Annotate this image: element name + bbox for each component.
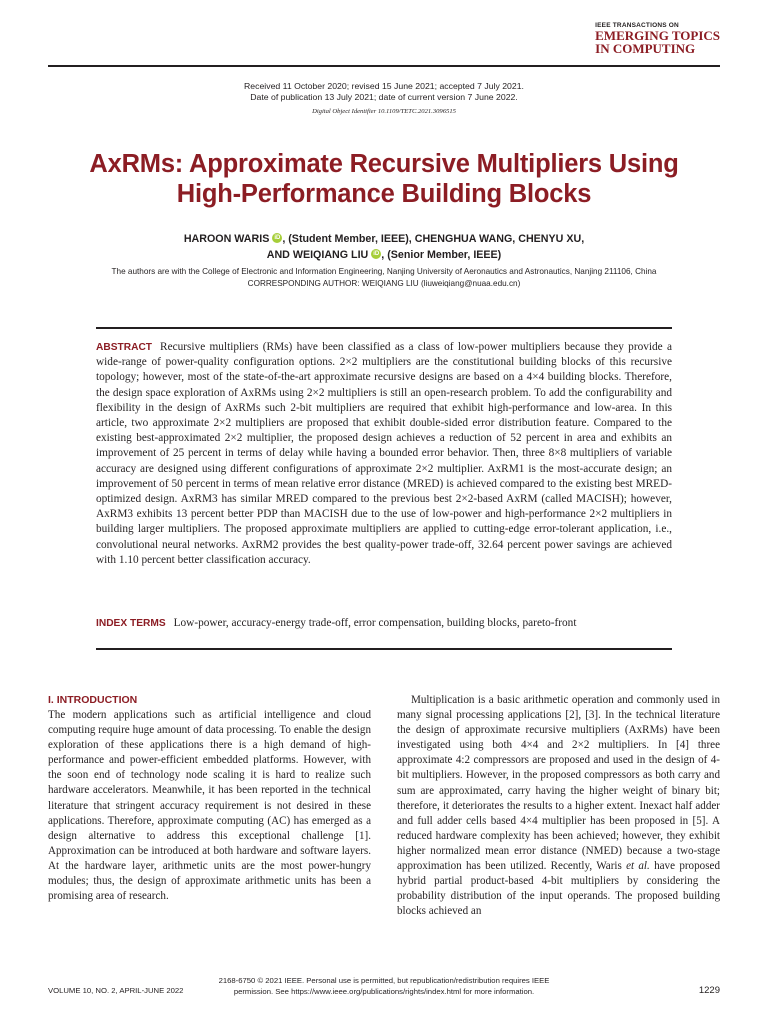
affiliation (40, 266, 728, 289)
title-line-2: High-Performance Building Blocks (176, 179, 592, 208)
author-name: HAROON WARIS (183, 233, 270, 245)
author-role: , (Senior Member, IEEE) (381, 248, 502, 261)
permission-line[interactable]: permission. See https://www.ieee.org/publications/rights/index.html for more information. (233, 986, 535, 996)
journal-logo-line1: EMERGING TOPICS (595, 28, 720, 43)
orcid-icon[interactable]: iD (373, 250, 380, 257)
author-list (60, 232, 708, 263)
abstract (96, 340, 672, 568)
body-paragraph-part: have proposed hybrid partial product-based 4-bit multipliers by considering the probability distribution of the input operands. The proposed building blocks achieved an (397, 860, 720, 918)
header-rule (48, 65, 720, 67)
abstract-bottom-rule (96, 648, 672, 650)
paper-title (60, 150, 708, 209)
index-terms-text: Low-power, accuracy-energy trade-off, error compensation, building blocks, pareto-front (173, 617, 577, 629)
journal-logo (595, 22, 720, 55)
journal-logo-line2: IN COMPUTING (595, 41, 696, 56)
title-line-1: AxRMs: Approximate Recursive Multipliers Using (89, 150, 679, 178)
intro-paragraph: The modern applications such as artificial intelligence and cloud computing require huge amount of data processing. To enable the design exploration of these applications there is a high demand of high-performance and power-efficient embedded platforms. However, with the soon end of technology node scaling it is hard to realize such hardware accelerators. Meanwhile, it has been reported in the technical literature that stringent accuracy requirement is not desired in these applications. Therefore, approximate computing (AC) has emerged as a design alternative to address this exceptional challenge [1]. Approximation can be introduced at both hardware and software layers. At the hardware layer, arithmetic units are the most power-hungry modules; thus, the design of approximate arithmetic units has been a promising area of research. (48, 709, 371, 903)
copyright-line: 2168-6750 © 2021 IEEE. Personal use is permitted, but republication/redistribution requires IEEE (218, 976, 550, 985)
footer-volume: VOLUME 10, NO. 2, APRIL-JUNE 2022 (48, 986, 184, 995)
author-role: , (Student Member, IEEE), CHENGHUA WANG, CHENYU XU, (282, 233, 585, 245)
abstract-label: ABSTRACT (96, 342, 153, 353)
index-terms (96, 616, 672, 631)
corresponding-author: CORRESPONDING AUTHOR: WEIQIANG LIU (liuweiqiang@nuaa.edu.cn) (247, 278, 521, 288)
publication-line: Date of publication 13 July 2021; date of current version 7 June 2022. (250, 91, 518, 102)
received-line: Received 11 October 2020; revised 15 June 2021; accepted 7 July 2021. (244, 81, 524, 91)
received-dates (0, 81, 768, 102)
body-paragraph-part: Multiplication is a basic arithmetic operation and commonly used in many signal processing applications [2], [3]. In the technical literature the design of approximate recursive multipliers (AxRMs) have been investigated using both 4×4 and 2×2 multipliers. In [4] three approximate 4:2 compressors are proposed and used in the design of 4-bit multipliers. However, in the proposed compressors as both carry and sum are approximated, carry having the higher weight of binary bit; therefore, it deteriorates the results to a higher extent. Inexact half adder and full adder cells based 4×4 multiplier has been proposed in [5]. A reduced hardware complexity has been achieved; however, they exhibit higher normalized mean error distance (NMED) because a two-stage approximation has been utilized. Recently, Waris (397, 694, 720, 873)
section-heading: I. INTRODUCTION (48, 694, 138, 706)
doi[interactable]: Digital Object Identifier 10.1109/TETC.2021.3096515 (312, 108, 456, 115)
page-number: 1229 (698, 985, 720, 996)
author-name: AND WEIQIANG LIU (266, 248, 369, 261)
abstract-text: Recursive multipliers (RMs) have been classified as a class of low-power multipliers because they provide a wide-range of power-quality configuration options. 2×2 multipliers are the constitutional building blocks of this recursive topology; however, most of the state-of-the-art approximate recursive designs are based on a 4×4 building blocks. Therefore, the design space exploration of AxRMs using 2×2 multipliers is still an open-research problem. To add the configurability and flexibility in the design of AxRMs such 2-bit multipliers are required that exhibit high-performance and low-area. In this article, two approximate 2×2 multipliers are proposed that exhibit double-sided error distribution feature. Compared to the existing best-approximated 2×2 multiplier, the proposed design achieves a reduction of 52 percent in area and exhibits an improvement of 25 percent in terms of delay while having a bounded error behavior. Then, three 8×8 multipliers of variable accuracy are designed using different configurations of approximate 2×2 multiplier. AxRM1 is the most-accurate design; an improvement of 50 percent in terms of mean relative error distance (MRED) is achieved compared to the existing best MRED-optimized design. AxRM3 has similar MRED compared to the previous best 2×2-based AxRM (called MACISH); however, AxRM3 exhibits 13 percent better PDP than MACISH due to the use of low-power and high-performance 2×2 multipliers in building larger multipliers. The proposed approximate multipliers are applied to cutting-edge error-tolerant application, i.e., convolutional neural networks. AxRM2 provides the best quality-power trade-off, 32.64 percent power savings are achieved with 1.10 percent better classification accuracy. (96, 341, 672, 566)
column-left (48, 693, 371, 904)
journal-logo-small: IEEE TRANSACTIONS ON (595, 22, 679, 29)
abstract-top-rule (96, 327, 672, 329)
column-right (397, 693, 720, 919)
footer-copyright (0, 976, 768, 997)
affiliation-line: The authors are with the College of Electronic and Information Engineering, Nanjing University of Aeronautics and Astronautics, Nanjing 211106, China (111, 267, 657, 276)
orcid-icon[interactable]: iD (274, 235, 281, 241)
body-italic: et al. (626, 860, 650, 873)
index-terms-label: INDEX TERMS (96, 618, 166, 629)
